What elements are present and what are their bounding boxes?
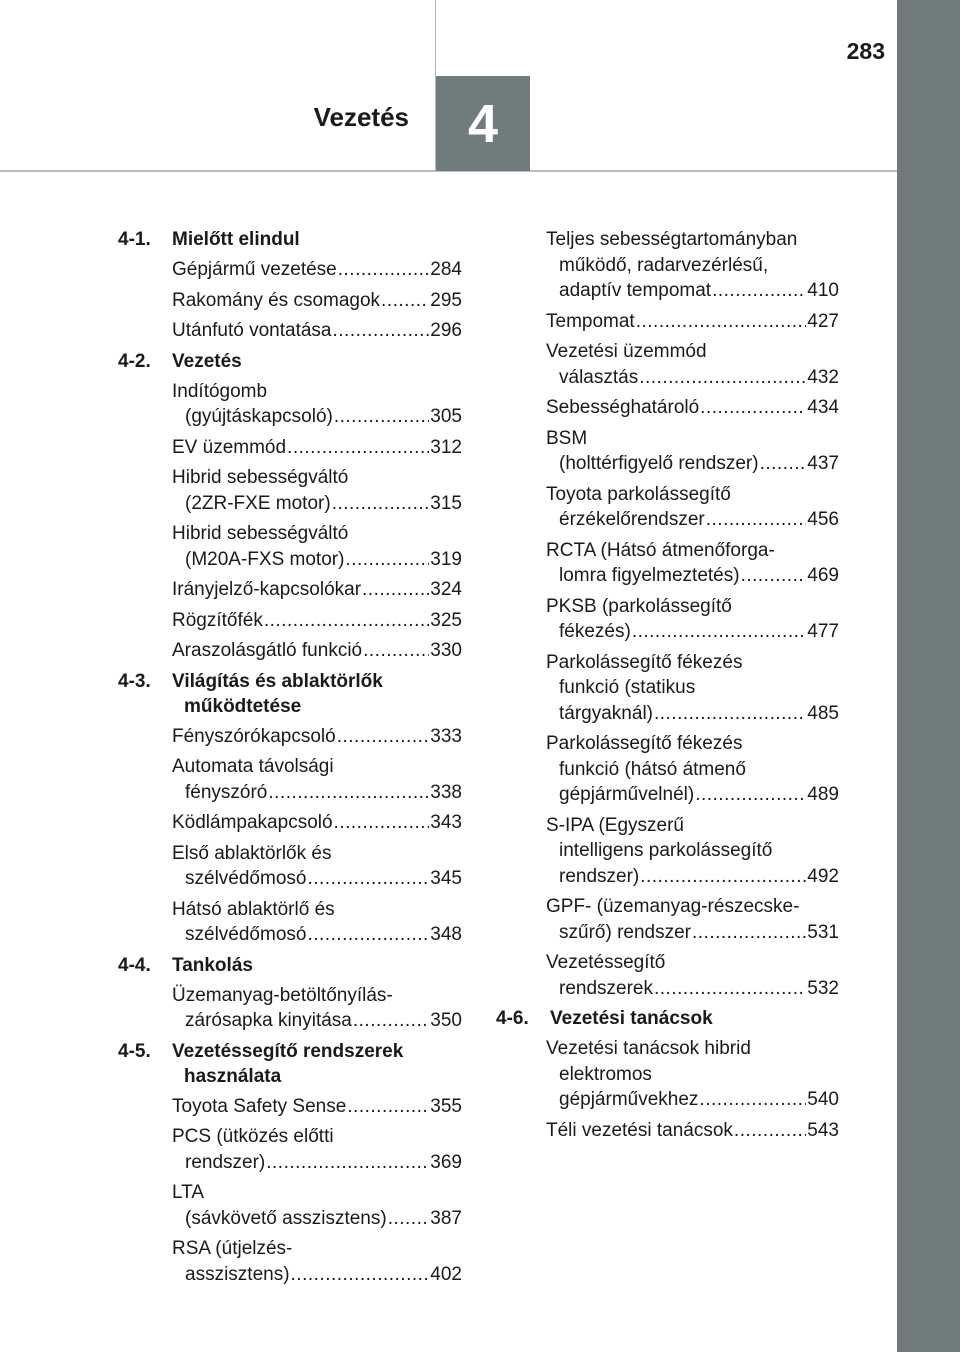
entry-page-number: 348 <box>430 924 462 945</box>
entry-page-number: 489 <box>807 784 839 805</box>
entry-page-number: 469 <box>807 565 839 586</box>
entry-text: gépjárművekhez <box>559 1089 699 1110</box>
entry-last-line <box>546 864 839 890</box>
entry-last-line <box>172 435 462 461</box>
toc-entry[interactable] <box>546 594 839 645</box>
dot-leader <box>706 507 807 533</box>
dot-leader <box>347 1094 429 1120</box>
entry-last-line <box>546 1118 839 1144</box>
dot-leader <box>632 619 806 645</box>
toc-section-heading <box>118 349 462 374</box>
entry-page-number: 284 <box>430 259 462 280</box>
entry-text-line: Első ablaktörlők és <box>172 842 332 864</box>
entry-page-number: 437 <box>807 453 839 474</box>
toc-entry[interactable] <box>546 339 839 390</box>
entry-text: (holttérfigyelő rendszer) <box>559 453 759 474</box>
entry-last-line <box>172 288 462 314</box>
entry-last-line <box>546 395 839 421</box>
entry-last-line <box>172 638 462 664</box>
page-number: 283 <box>846 38 885 64</box>
section-title: Világítás és ablaktörlők működtetése <box>172 670 383 717</box>
entry-text: rendszer) <box>559 865 640 887</box>
toc-entry[interactable] <box>546 950 839 1001</box>
entry-text: fékezés) <box>559 621 631 642</box>
toc-entry[interactable] <box>172 810 462 836</box>
entry-page-number: 345 <box>430 868 462 889</box>
entry-last-line <box>172 404 462 430</box>
section-number: 4-4. <box>118 954 151 976</box>
dot-leader <box>363 638 429 664</box>
toc-entry[interactable] <box>546 731 839 808</box>
dot-leader <box>381 288 429 314</box>
entry-text: (M20A-FXS motor) <box>185 548 345 570</box>
dot-leader <box>266 1150 429 1176</box>
entry-last-line <box>172 866 462 892</box>
entry-page-number: 350 <box>430 1010 462 1031</box>
section-title: Tankolás <box>172 954 253 976</box>
entry-text-line: Parkolássegítő fékezés <box>546 733 743 754</box>
toc-entry[interactable] <box>546 650 839 727</box>
toc-entry[interactable] <box>172 724 462 750</box>
entry-last-line <box>546 563 839 589</box>
dot-leader <box>345 547 429 573</box>
entry-page-number: 333 <box>430 725 462 747</box>
entry-text-line: S-IPA (Egyszerű <box>546 814 684 836</box>
section-number: 4-3. <box>118 670 151 692</box>
entry-text: tárgyaknál) <box>559 702 653 724</box>
section-number: 4-6. <box>496 1008 529 1029</box>
entry-text: Irányjelző-kapcsolókar <box>172 579 362 600</box>
entry-text-line: PKSB (parkolássegítő <box>546 595 732 617</box>
entry-page-number: 324 <box>430 579 462 600</box>
toc-entry[interactable] <box>172 897 462 948</box>
toc-section-heading <box>118 1039 462 1089</box>
entry-page-number: 343 <box>430 812 462 833</box>
entry-text-line: GPF- (üzemanyag-részecske- <box>546 896 800 917</box>
entry-page-number: 402 <box>430 1263 462 1285</box>
dot-leader <box>291 1262 430 1288</box>
dot-leader <box>264 608 429 634</box>
entry-text: Rögzítőfék <box>172 609 263 631</box>
entry-page-number: 330 <box>430 640 462 661</box>
entry-page-number: 543 <box>807 1119 839 1141</box>
entry-page-number: 532 <box>807 977 839 999</box>
dot-leader <box>654 701 806 727</box>
entry-text: szélvédőmosó <box>185 868 307 889</box>
entry-page-number: 477 <box>807 621 839 642</box>
entry-text: rendszer) <box>185 1151 266 1173</box>
dot-leader <box>712 278 806 304</box>
entry-page-number: 434 <box>807 397 839 418</box>
entry-last-line <box>172 724 462 750</box>
toc-entry[interactable] <box>546 894 839 945</box>
dot-leader <box>268 780 429 806</box>
entry-last-line <box>546 507 839 533</box>
entry-text: rendszerek <box>559 977 653 999</box>
entry-last-line <box>546 451 839 477</box>
entry-page-number: 456 <box>807 509 839 530</box>
dot-leader <box>741 563 807 589</box>
section-title: Mielőtt elindul <box>172 229 300 250</box>
toc-entry[interactable] <box>172 577 462 603</box>
entry-text-line: működő, radarvezérlésű, <box>559 254 769 276</box>
entry-text-line: Automata távolsági <box>172 756 334 777</box>
entry-text-line: BSM <box>546 427 588 449</box>
entry-text: Sebességhatároló <box>546 397 700 418</box>
entry-text-line: funkció (statikus <box>559 677 696 698</box>
toc-entry[interactable] <box>172 638 462 664</box>
entry-last-line <box>172 547 462 573</box>
toc-entry[interactable] <box>172 983 462 1034</box>
entry-text-line: Vezetési tanácsok hibrid <box>546 1038 751 1059</box>
entry-text: szélvédőmosó <box>185 924 307 945</box>
toc-entry[interactable] <box>172 257 462 283</box>
entry-text: (gyújtáskapcsoló) <box>185 406 333 427</box>
entry-text-line: Hibrid sebességváltó <box>172 523 349 544</box>
entry-last-line <box>172 608 462 634</box>
entry-page-number: 325 <box>430 609 462 631</box>
entry-text: EV üzemmód <box>172 436 287 458</box>
entry-text-line: Hibrid sebességváltó <box>172 467 349 488</box>
entry-text: Rakomány és csomagok <box>172 289 381 311</box>
toc-entry[interactable] <box>546 395 839 421</box>
dot-leader <box>636 309 807 335</box>
entry-last-line <box>172 1008 462 1034</box>
entry-text: Fényszórókapcsoló <box>172 725 336 747</box>
toc-column-right <box>496 227 839 1148</box>
dot-leader <box>692 920 806 946</box>
dot-leader <box>734 1118 806 1144</box>
entry-last-line <box>546 976 839 1002</box>
entry-page-number: 432 <box>807 366 839 388</box>
entry-text: asszisztens) <box>185 1263 290 1285</box>
dot-leader <box>639 365 806 391</box>
section-title: Vezetési tanácsok <box>550 1008 713 1029</box>
entry-text-line: Toyota parkolássegítő <box>546 483 731 505</box>
dot-leader <box>334 810 430 836</box>
entry-last-line <box>172 922 462 948</box>
entry-text-line: Parkolássegítő fékezés <box>546 651 743 673</box>
toc-section-heading <box>118 669 462 719</box>
entry-page-number: 295 <box>430 289 462 311</box>
entry-text-line: LTA <box>172 1182 205 1203</box>
entry-text-line: RSA (útjelzés- <box>172 1238 293 1259</box>
dot-leader <box>307 866 429 892</box>
entry-text: adaptív tempomat <box>559 280 712 301</box>
dot-leader <box>334 404 429 430</box>
entry-last-line <box>172 257 462 283</box>
toc-entry[interactable] <box>172 521 462 572</box>
toc-entry[interactable] <box>172 435 462 461</box>
entry-text-line: Indítógomb <box>172 380 268 402</box>
toc-entry[interactable] <box>546 1118 839 1144</box>
entry-text-line: Hátsó ablaktörlő és <box>172 898 335 920</box>
dot-leader <box>388 1206 430 1232</box>
entry-last-line <box>546 1087 839 1113</box>
entry-page-number: 296 <box>430 320 462 341</box>
entry-text-line: Üzemanyag-betöltőnyílás- <box>172 984 393 1006</box>
chapter-title: Vezetés <box>313 102 409 132</box>
toc-entry[interactable] <box>172 1180 462 1231</box>
entry-text: gépjárművelnél) <box>559 784 695 805</box>
entry-text: lomra figyelmeztetés) <box>559 565 740 586</box>
dot-leader <box>307 922 429 948</box>
toc-entry[interactable] <box>172 379 462 430</box>
entry-last-line <box>172 1206 462 1232</box>
entry-text-line: Vezetéssegítő <box>546 952 666 973</box>
entry-text-line: RCTA (Hátsó átmenőforga- <box>546 539 775 561</box>
section-number: 4-2. <box>118 350 151 372</box>
dot-leader <box>760 451 807 477</box>
entry-last-line <box>546 920 839 946</box>
entry-last-line <box>546 619 839 645</box>
toc-entry[interactable] <box>172 841 462 892</box>
dot-leader <box>700 395 806 421</box>
entry-text-line: Teljes sebességtartományban <box>546 229 798 250</box>
entry-page-number: 410 <box>807 280 839 301</box>
toc-entry[interactable] <box>172 754 462 805</box>
entry-last-line <box>172 780 462 806</box>
entry-text: Téli vezetési tanácsok <box>546 1119 733 1141</box>
entry-last-line <box>172 1094 462 1120</box>
entry-text-line: intelligens parkolássegítő <box>559 840 773 861</box>
dot-leader <box>699 1087 806 1113</box>
dot-leader <box>337 724 430 750</box>
toc-column-left <box>118 227 462 1292</box>
entry-text-line: Vezetési üzemmód <box>546 341 707 362</box>
entry-page-number: 338 <box>430 781 462 803</box>
entry-page-number: 315 <box>430 492 462 514</box>
entry-text: (2ZR-FXE motor) <box>185 492 331 514</box>
toc-entry[interactable] <box>172 608 462 634</box>
entry-last-line <box>546 365 839 391</box>
entry-last-line <box>546 278 839 304</box>
section-title: Vezetéssegítő rendszerek használata <box>172 1040 404 1087</box>
entry-text: érzékelőrendszer <box>559 509 705 530</box>
toc-entry[interactable] <box>172 465 462 516</box>
chapter-number: 4 <box>467 93 499 154</box>
entry-text: Utánfutó vontatása <box>172 320 332 341</box>
entry-text: fényszóró <box>185 781 268 803</box>
toc-entry[interactable] <box>172 1236 462 1287</box>
dot-leader <box>640 864 806 890</box>
entry-text: zárósapka kinyitása <box>185 1010 352 1031</box>
entry-text: szűrő) rendszer <box>559 921 691 943</box>
toc-entry[interactable] <box>172 288 462 314</box>
entry-text: Tempomat <box>546 310 635 332</box>
entry-last-line <box>546 701 839 727</box>
entry-page-number: 540 <box>807 1089 839 1110</box>
entry-last-line <box>172 810 462 836</box>
entry-last-line <box>172 1150 462 1176</box>
dot-leader <box>695 782 806 808</box>
toc-entry[interactable] <box>172 318 462 344</box>
toc-entry[interactable] <box>546 426 839 477</box>
entry-text: választás <box>559 366 639 388</box>
entry-page-number: 319 <box>430 548 462 570</box>
entry-page-number: 531 <box>807 921 839 943</box>
toc-section-heading <box>496 1006 839 1031</box>
toc-entry[interactable] <box>546 227 839 304</box>
dot-leader <box>332 491 430 517</box>
section-number: 4-5. <box>118 1040 151 1062</box>
toc-entry[interactable] <box>172 1094 462 1120</box>
toc-section-heading <box>118 953 462 978</box>
entry-page-number: 485 <box>807 702 839 724</box>
chapter-side-tab <box>897 0 960 1352</box>
entry-text: Araszolásgátló funkció <box>172 640 363 661</box>
entry-last-line <box>546 782 839 808</box>
entry-page-number: 387 <box>430 1207 462 1229</box>
dot-leader <box>353 1008 429 1034</box>
toc-section-heading <box>118 227 462 252</box>
entry-page-number: 305 <box>430 406 462 427</box>
dot-leader <box>362 577 429 603</box>
toc-entry[interactable] <box>546 813 839 890</box>
toc-entry[interactable] <box>546 538 839 589</box>
entry-text: Gépjármű vezetése <box>172 259 337 280</box>
entry-page-number: 369 <box>430 1151 462 1173</box>
toc-entry[interactable] <box>546 1036 839 1113</box>
entry-page-number: 355 <box>430 1095 462 1117</box>
entry-last-line <box>172 318 462 344</box>
entry-last-line <box>172 1262 462 1288</box>
entry-last-line <box>172 491 462 517</box>
toc-entry[interactable] <box>546 482 839 533</box>
entry-text-line: elektromos <box>559 1063 652 1085</box>
chapter-number-badge <box>436 76 530 171</box>
dot-leader <box>287 435 429 461</box>
entry-last-line <box>546 309 839 335</box>
entry-text: (sávkövető asszisztens) <box>185 1207 387 1229</box>
dot-leader <box>333 318 430 344</box>
section-number: 4-1. <box>118 229 151 250</box>
entry-page-number: 492 <box>807 865 839 887</box>
entry-text: Ködlámpakapcsoló <box>172 812 333 833</box>
dot-leader <box>338 257 430 283</box>
dot-leader <box>654 976 806 1002</box>
entry-text-line: funkció (hátsó átmenő <box>559 758 746 780</box>
entry-text: Toyota Safety Sense <box>172 1095 347 1117</box>
section-title: Vezetés <box>172 350 242 372</box>
entry-page-number: 312 <box>430 436 462 458</box>
entry-text-line: PCS (ütközés előtti <box>172 1126 334 1147</box>
toc-entry[interactable] <box>172 1124 462 1175</box>
toc-entry[interactable] <box>546 309 839 335</box>
entry-page-number: 427 <box>807 310 839 332</box>
entry-last-line <box>172 577 462 603</box>
